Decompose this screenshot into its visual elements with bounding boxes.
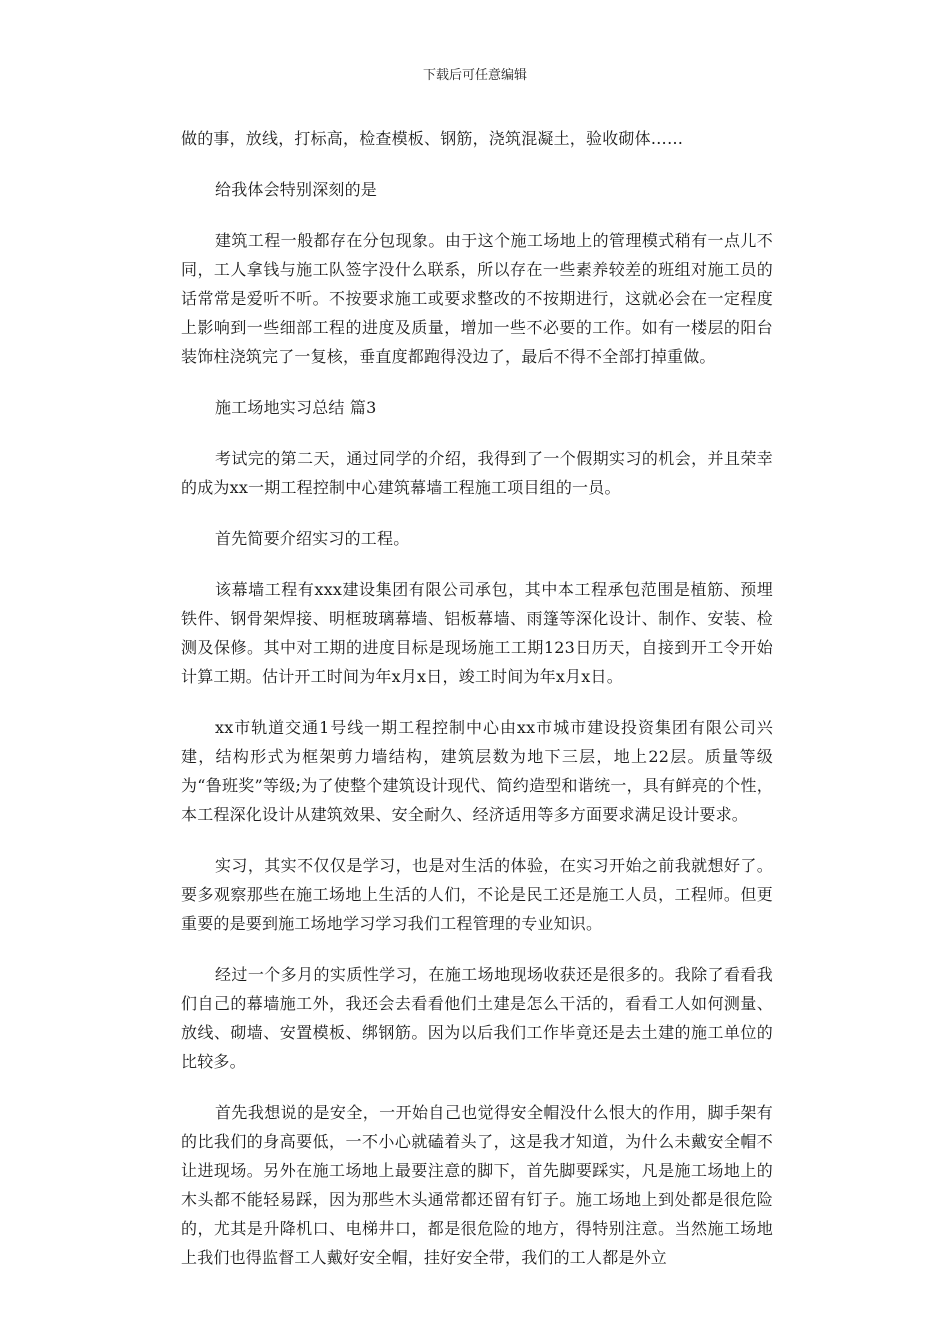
paragraph-5: 考试完的第二天，通过同学的介绍，我得到了一个假期实习的机会，并且荣幸的成为xx一期工程控制中心建筑幕墙工程施工项目组的一员。 [181, 449, 773, 497]
paragraph-6: 首先简要介绍实习的工程。 [215, 529, 410, 548]
paragraph-3: 建筑工程一般都存在分包现象。由于这个施工场地上的管理模式稍有一点儿不同，工人拿钱与施工队签字没什么联系，所以存在一些素养较差的班组对施工员的话常常是爱听不听。不按要求施工或要求整改的不按期进行，这就必会在一定程度上影响到一些细部工程的进度及质量，增加一些不必要的工作。如有一楼层的阳台装饰柱浇筑完了一复核，垂直度都跑得没边了，最后不得不全部打掉重做。 [181, 231, 773, 366]
paragraph-9: 实习，其实不仅仅是学习，也是对生活的体验，在实习开始之前我就想好了。要多观察那些在施工场地上生活的人们，不论是民工还是施工人员，工程师。但更重要的是要到施工场地学习学习我们工程管理的专业知识。 [181, 856, 773, 933]
section-heading: 施工场地实习总结 篇3 [215, 398, 377, 417]
paragraph-2: 给我体会特别深刻的是 [215, 180, 378, 199]
document-body [181, 124, 773, 1294]
page-header: 下载后可任意编辑 [422, 68, 527, 83]
paragraph-8: xx市轨道交通1号线一期工程控制中心由xx市城市建设投资集团有限公司兴建，结构形式为框架剪力墙结构，建筑层数为地下三层，地上22层。质量等级为“鲁班奖”等级;为了使整个建筑设计现代、简约造型和谐统一，具有鲜亮的个性，本工程深化设计从建筑效果、安全耐久、经济适用等多方面要求满足设计要求。 [181, 718, 773, 824]
paragraph-11: 首先我想说的是安全，一开始自己也觉得安全帽没什么恨大的作用，脚手架有的比我们的身高要低，一不小心就磕着头了，这是我才知道，为什么未戴安全帽不让进现场。另外在施工场地上最要注意的脚下，首先脚要踩实，凡是施工场地上的木头都不能轻易踩，因为那些木头通常都还留有钉子。施工场地上到处都是很危险的，尤其是升降机口、电梯井口，都是很危险的地方，得特别注意。当然施工场地上我们也得监督工人戴好安全帽，挂好安全带，我们的工人都是外立 [181, 1103, 773, 1267]
paragraph-1: 做的事，放线，打标高，检查模板、钢筋，浇筑混凝土，验收砌体…… [181, 129, 684, 148]
paragraph-10: 经过一个多月的实质性学习，在施工场地现场收获还是很多的。我除了看看我们自己的幕墙施工外，我还会去看看他们土建是怎么干活的，看看工人如何测量、放线、砌墙、安置模板、绑钢筋。因为以后我们工作毕竟还是去土建的施工单位的比较多。 [181, 965, 773, 1071]
paragraph-7: 该幕墙工程有xxx建设集团有限公司承包，其中本工程承包范围是植筋、预埋铁件、钢骨架焊接、明框玻璃幕墙、铝板幕墙、雨篷等深化设计、制作、安装、检测及保修。其中对工期的进度目标是现场施工工期123日历天，自接到开工令开始计算工期。估计开工时间为年x月x日，竣工时间为年x月x日。 [181, 580, 773, 686]
